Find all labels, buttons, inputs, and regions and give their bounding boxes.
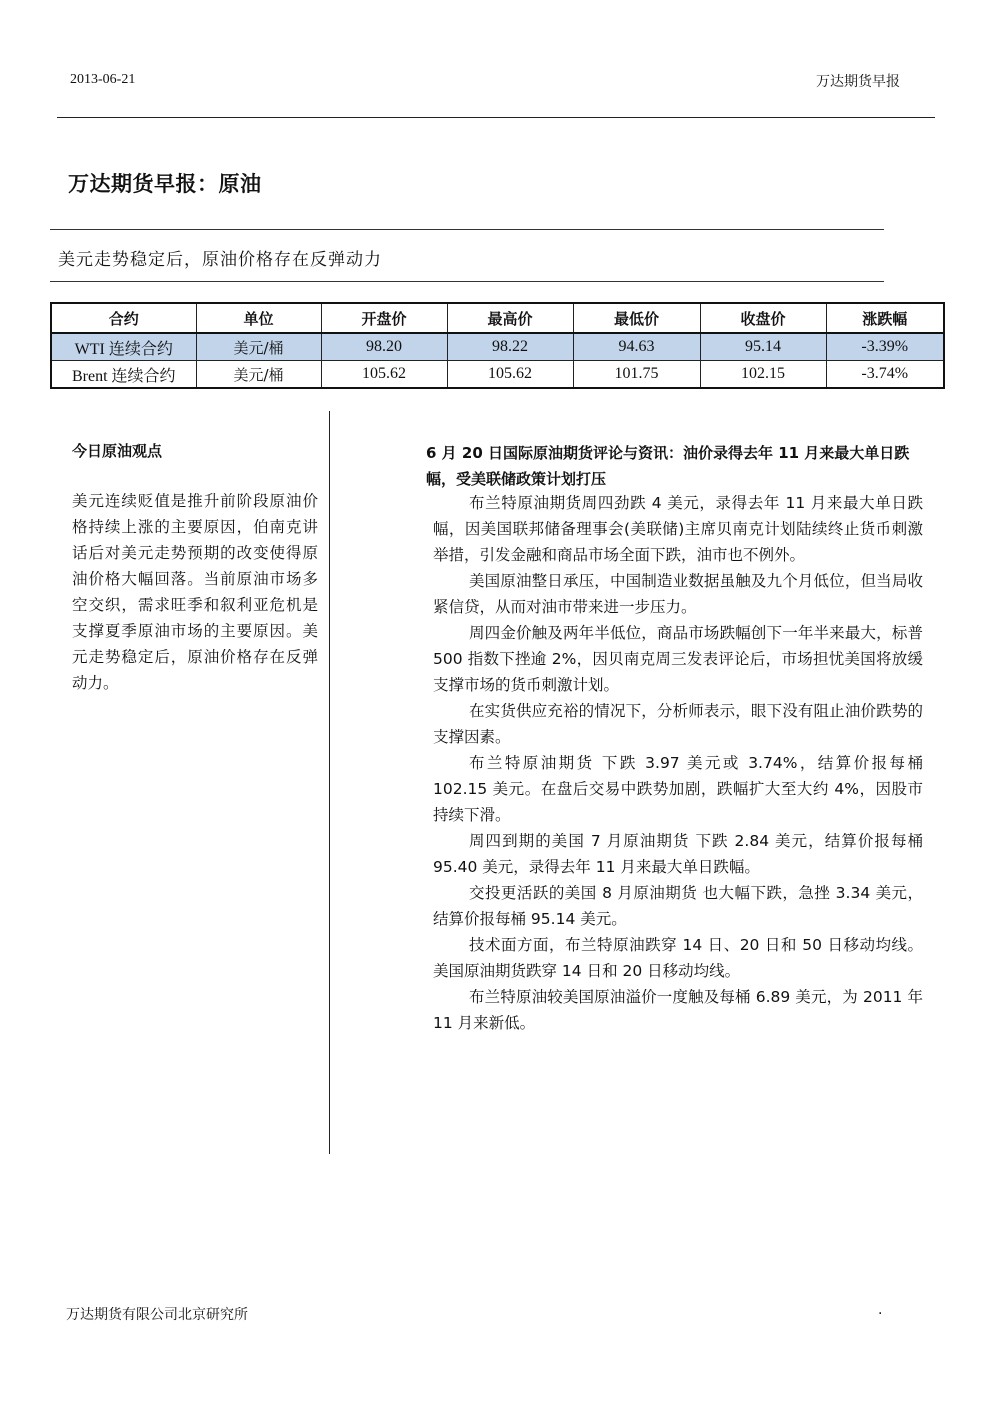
market-data-table xyxy=(50,302,945,389)
subtitle-rule-bottom xyxy=(50,281,884,282)
cell-change: -3.74% xyxy=(826,361,944,389)
col-header-contract: 合约 xyxy=(51,303,196,333)
cell-high: 98.22 xyxy=(447,333,573,361)
page-title: 万达期货早报：原油 xyxy=(68,172,262,196)
view-heading: 今日原油观点 xyxy=(72,442,163,460)
news-paragraph: 布兰特原油较美国原油溢价一度触及每桶 6.89 美元，为 2011 年 11 月来新低。 xyxy=(433,988,923,1032)
page-subtitle: 美元走势稳定后，原油价格存在反弹动力 xyxy=(58,250,382,270)
news-paragraph: 技术面方面，布兰特原油跌穿 14 日、20 日和 50 日移动均线。美国原油期货跌穿 14 日和 20 日移动均线。 xyxy=(433,936,923,980)
news-paragraph: 周四金价触及两年半低位，商品市场跌幅创下一年半来最大，标普 500 指数下挫逾 2%，因贝南克周三发表评论后，市场担忧美国将放缓支撑市场的货币刺激计划。 xyxy=(433,624,923,694)
news-paragraph: 在实货供应充裕的情况下，分析师表示，眼下没有阻止油价跌势的支撑因素。 xyxy=(433,702,923,746)
col-header-open: 开盘价 xyxy=(321,303,447,333)
news-paragraph: 交投更活跃的美国 8 月原油期货 也大幅下跌，急挫 3.34 美元，结算价报每桶 95.14 美元。 xyxy=(433,884,923,928)
cell-contract: WTI 连续合约 xyxy=(51,333,196,361)
cell-unit: 美元/桶 xyxy=(196,361,321,389)
cell-open: 105.62 xyxy=(321,361,447,389)
cell-close: 95.14 xyxy=(700,333,826,361)
header-divider xyxy=(57,117,935,118)
cell-close: 102.15 xyxy=(700,361,826,389)
col-header-low: 最低价 xyxy=(573,303,700,333)
cell-change: -3.39% xyxy=(826,333,944,361)
news-body xyxy=(433,490,923,1036)
report-date: 2013-06-21 xyxy=(70,72,136,87)
news-paragraph: 布兰特原油期货 下跌 3.97 美元或 3.74%，结算价报每桶 102.15 美元。在盘后交易中跌势加剧，跌幅扩大至大约 4%，因股市持续下滑。 xyxy=(433,754,923,824)
col-header-close: 收盘价 xyxy=(700,303,826,333)
table-row xyxy=(51,333,944,361)
cell-open: 98.20 xyxy=(321,333,447,361)
cell-low: 94.63 xyxy=(573,333,700,361)
table-row xyxy=(51,361,944,389)
view-body: 美元连续贬值是推升前阶段原油价格持续上涨的主要原因，伯南克讲话后对美元走势预期的改变使得原油价格大幅回落。当前原油市场多空交织，需求旺季和叙利亚危机是支撑夏季原油市场的主要原因。美元走势稳定后，原油价格存在反弹动力。 xyxy=(72,492,318,692)
col-header-change: 涨跌幅 xyxy=(826,303,944,333)
footer-mark: . xyxy=(878,1302,883,1318)
cell-high: 105.62 xyxy=(447,361,573,389)
subtitle-rule-top xyxy=(50,229,884,230)
cell-contract: Brent 连续合约 xyxy=(51,361,196,389)
table-header-row xyxy=(51,303,944,333)
news-heading: 6 月 20 日国际原油期货评论与资讯：油价录得去年 11 月来最大单日跌幅，受美联储政策计划打压 xyxy=(426,444,910,488)
cell-unit: 美元/桶 xyxy=(196,333,321,361)
col-header-high: 最高价 xyxy=(447,303,573,333)
news-paragraph: 周四到期的美国 7 月原油期货 下跌 2.84 美元，结算价报每桶 95.40 美元，录得去年 11 月来最大单日跌幅。 xyxy=(433,832,923,876)
cell-low: 101.75 xyxy=(573,361,700,389)
news-paragraph: 布兰特原油期货周四劲跌 4 美元，录得去年 11 月来最大单日跌幅，因美国联邦储备理事会(美联储)主席贝南克计划陆续终止货币刺激举措，引发金融和商品市场全面下跌，油市也不例外。 xyxy=(433,494,923,564)
header-brand: 万达期货早报 xyxy=(816,74,900,90)
footer-org: 万达期货有限公司北京研究所 xyxy=(66,1307,248,1323)
col-header-unit: 单位 xyxy=(196,303,321,333)
news-paragraph: 美国原油整日承压，中国制造业数据虽触及九个月低位，但当局收紧信贷，从而对油市带来进一步压力。 xyxy=(433,572,923,616)
column-divider xyxy=(329,411,330,1154)
